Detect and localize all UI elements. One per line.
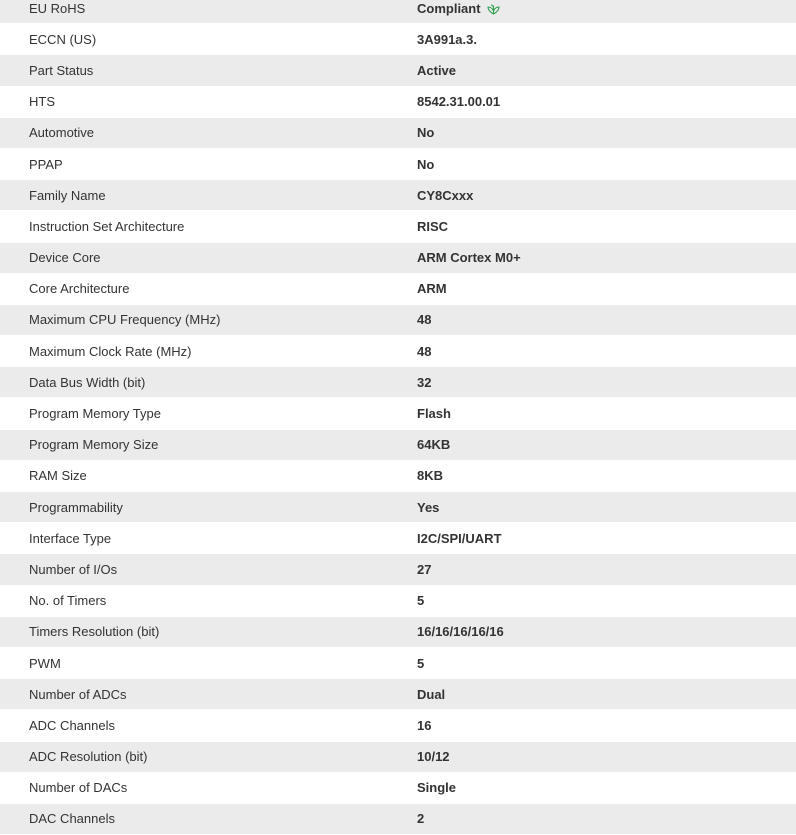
spec-row-no-of-timers [0, 586, 796, 617]
spec-label: PWM [29, 655, 61, 671]
spec-value: No [417, 125, 435, 141]
spec-value: 16/16/16/16/16 [417, 624, 504, 640]
spec-row-program-memory-type [0, 398, 796, 429]
spec-value: Single [417, 780, 457, 796]
spec-label: ECCN (US) [29, 31, 97, 47]
spec-value: I2C/SPI/UART [417, 530, 502, 546]
spec-label: RAM Size [29, 468, 87, 484]
spec-row-dac-channels [0, 804, 796, 835]
spec-row-max-clock-rate [0, 336, 796, 367]
spec-label: EU RoHS [29, 0, 86, 16]
spec-value: 5 [417, 593, 425, 609]
spec-row-ppap [0, 149, 796, 180]
spec-row-isa [0, 211, 796, 242]
spec-value: No [417, 156, 435, 172]
spec-value: 5 [417, 655, 425, 671]
spec-label: Part Status [29, 62, 94, 78]
spec-label: Number of I/Os [29, 561, 118, 577]
spec-row-timers-resolution [0, 617, 796, 648]
spec-value: Active [417, 62, 457, 78]
spec-value: 27 [417, 561, 432, 577]
spec-row-automotive [0, 118, 796, 149]
spec-label: Program Memory Type [29, 406, 161, 422]
spec-row-data-bus-width [0, 367, 796, 398]
leaf-icon [487, 3, 500, 14]
spec-label: Instruction Set Architecture [29, 218, 185, 234]
spec-value: 8KB [417, 468, 444, 484]
spec-value: 3A991a.3. [417, 31, 477, 47]
spec-row-program-memory-size [0, 430, 796, 461]
spec-row-family-name [0, 180, 796, 211]
spec-row-part-status [0, 55, 796, 86]
spec-label: No. of Timers [29, 593, 107, 609]
spec-value: 10/12 [417, 749, 450, 765]
spec-row-ram-size [0, 461, 796, 492]
spec-value: Yes [417, 499, 440, 515]
spec-value: 48 [417, 312, 432, 328]
spec-value: CY8Cxxx [417, 187, 474, 203]
spec-label: PPAP [29, 156, 63, 172]
spec-label: Programmability [29, 499, 123, 515]
spec-label: ADC Resolution (bit) [29, 749, 148, 765]
spec-row-eccn [0, 24, 796, 55]
spec-label: Family Name [29, 187, 106, 203]
spec-label: Maximum CPU Frequency (MHz) [29, 312, 221, 328]
spec-row-max-cpu-frequency [0, 305, 796, 336]
spec-label: ADC Channels [29, 717, 115, 733]
spec-label: Timers Resolution (bit) [29, 624, 160, 640]
spec-value: ARM Cortex M0+ [417, 250, 521, 266]
spec-row-number-of-ios [0, 554, 796, 585]
spec-row-eu-rohs [0, 0, 796, 24]
spec-value: RISC [417, 218, 449, 234]
spec-row-interface-type [0, 523, 796, 554]
spec-value: 16 [417, 717, 432, 733]
spec-value-wrap [387, 1, 796, 16]
spec-label: DAC Channels [29, 811, 115, 827]
spec-value: Flash [417, 406, 451, 422]
spec-row-core-architecture [0, 274, 796, 305]
spec-value: 2 [417, 811, 425, 827]
spec-row-adc-resolution [0, 742, 796, 773]
spec-row-device-core [0, 243, 796, 274]
spec-label: Core Architecture [29, 281, 130, 297]
spec-row-adc-channels [0, 710, 796, 741]
spec-label: Number of DACs [29, 780, 128, 796]
spec-row-number-of-adcs [0, 679, 796, 710]
spec-label: Data Bus Width (bit) [29, 374, 146, 390]
spec-row-pwm [0, 648, 796, 679]
spec-row-programmability [0, 492, 796, 523]
spec-row-hts [0, 87, 796, 118]
spec-label: Device Core [29, 250, 101, 266]
spec-value: 48 [417, 343, 432, 359]
spec-value: Compliant [417, 0, 481, 16]
spec-value: 64KB [417, 437, 451, 453]
spec-label: Maximum Clock Rate (MHz) [29, 343, 192, 359]
spec-value: 32 [417, 374, 432, 390]
spec-value: ARM [417, 281, 447, 297]
spec-label: Interface Type [29, 530, 112, 546]
spec-label: Program Memory Size [29, 437, 159, 453]
spec-row-number-of-dacs [0, 773, 796, 804]
spec-label: Automotive [29, 125, 95, 141]
spec-label: Number of ADCs [29, 686, 127, 702]
spec-value: Dual [417, 686, 446, 702]
spec-label: HTS [29, 94, 55, 110]
spec-value: 8542.31.00.01 [417, 94, 501, 110]
